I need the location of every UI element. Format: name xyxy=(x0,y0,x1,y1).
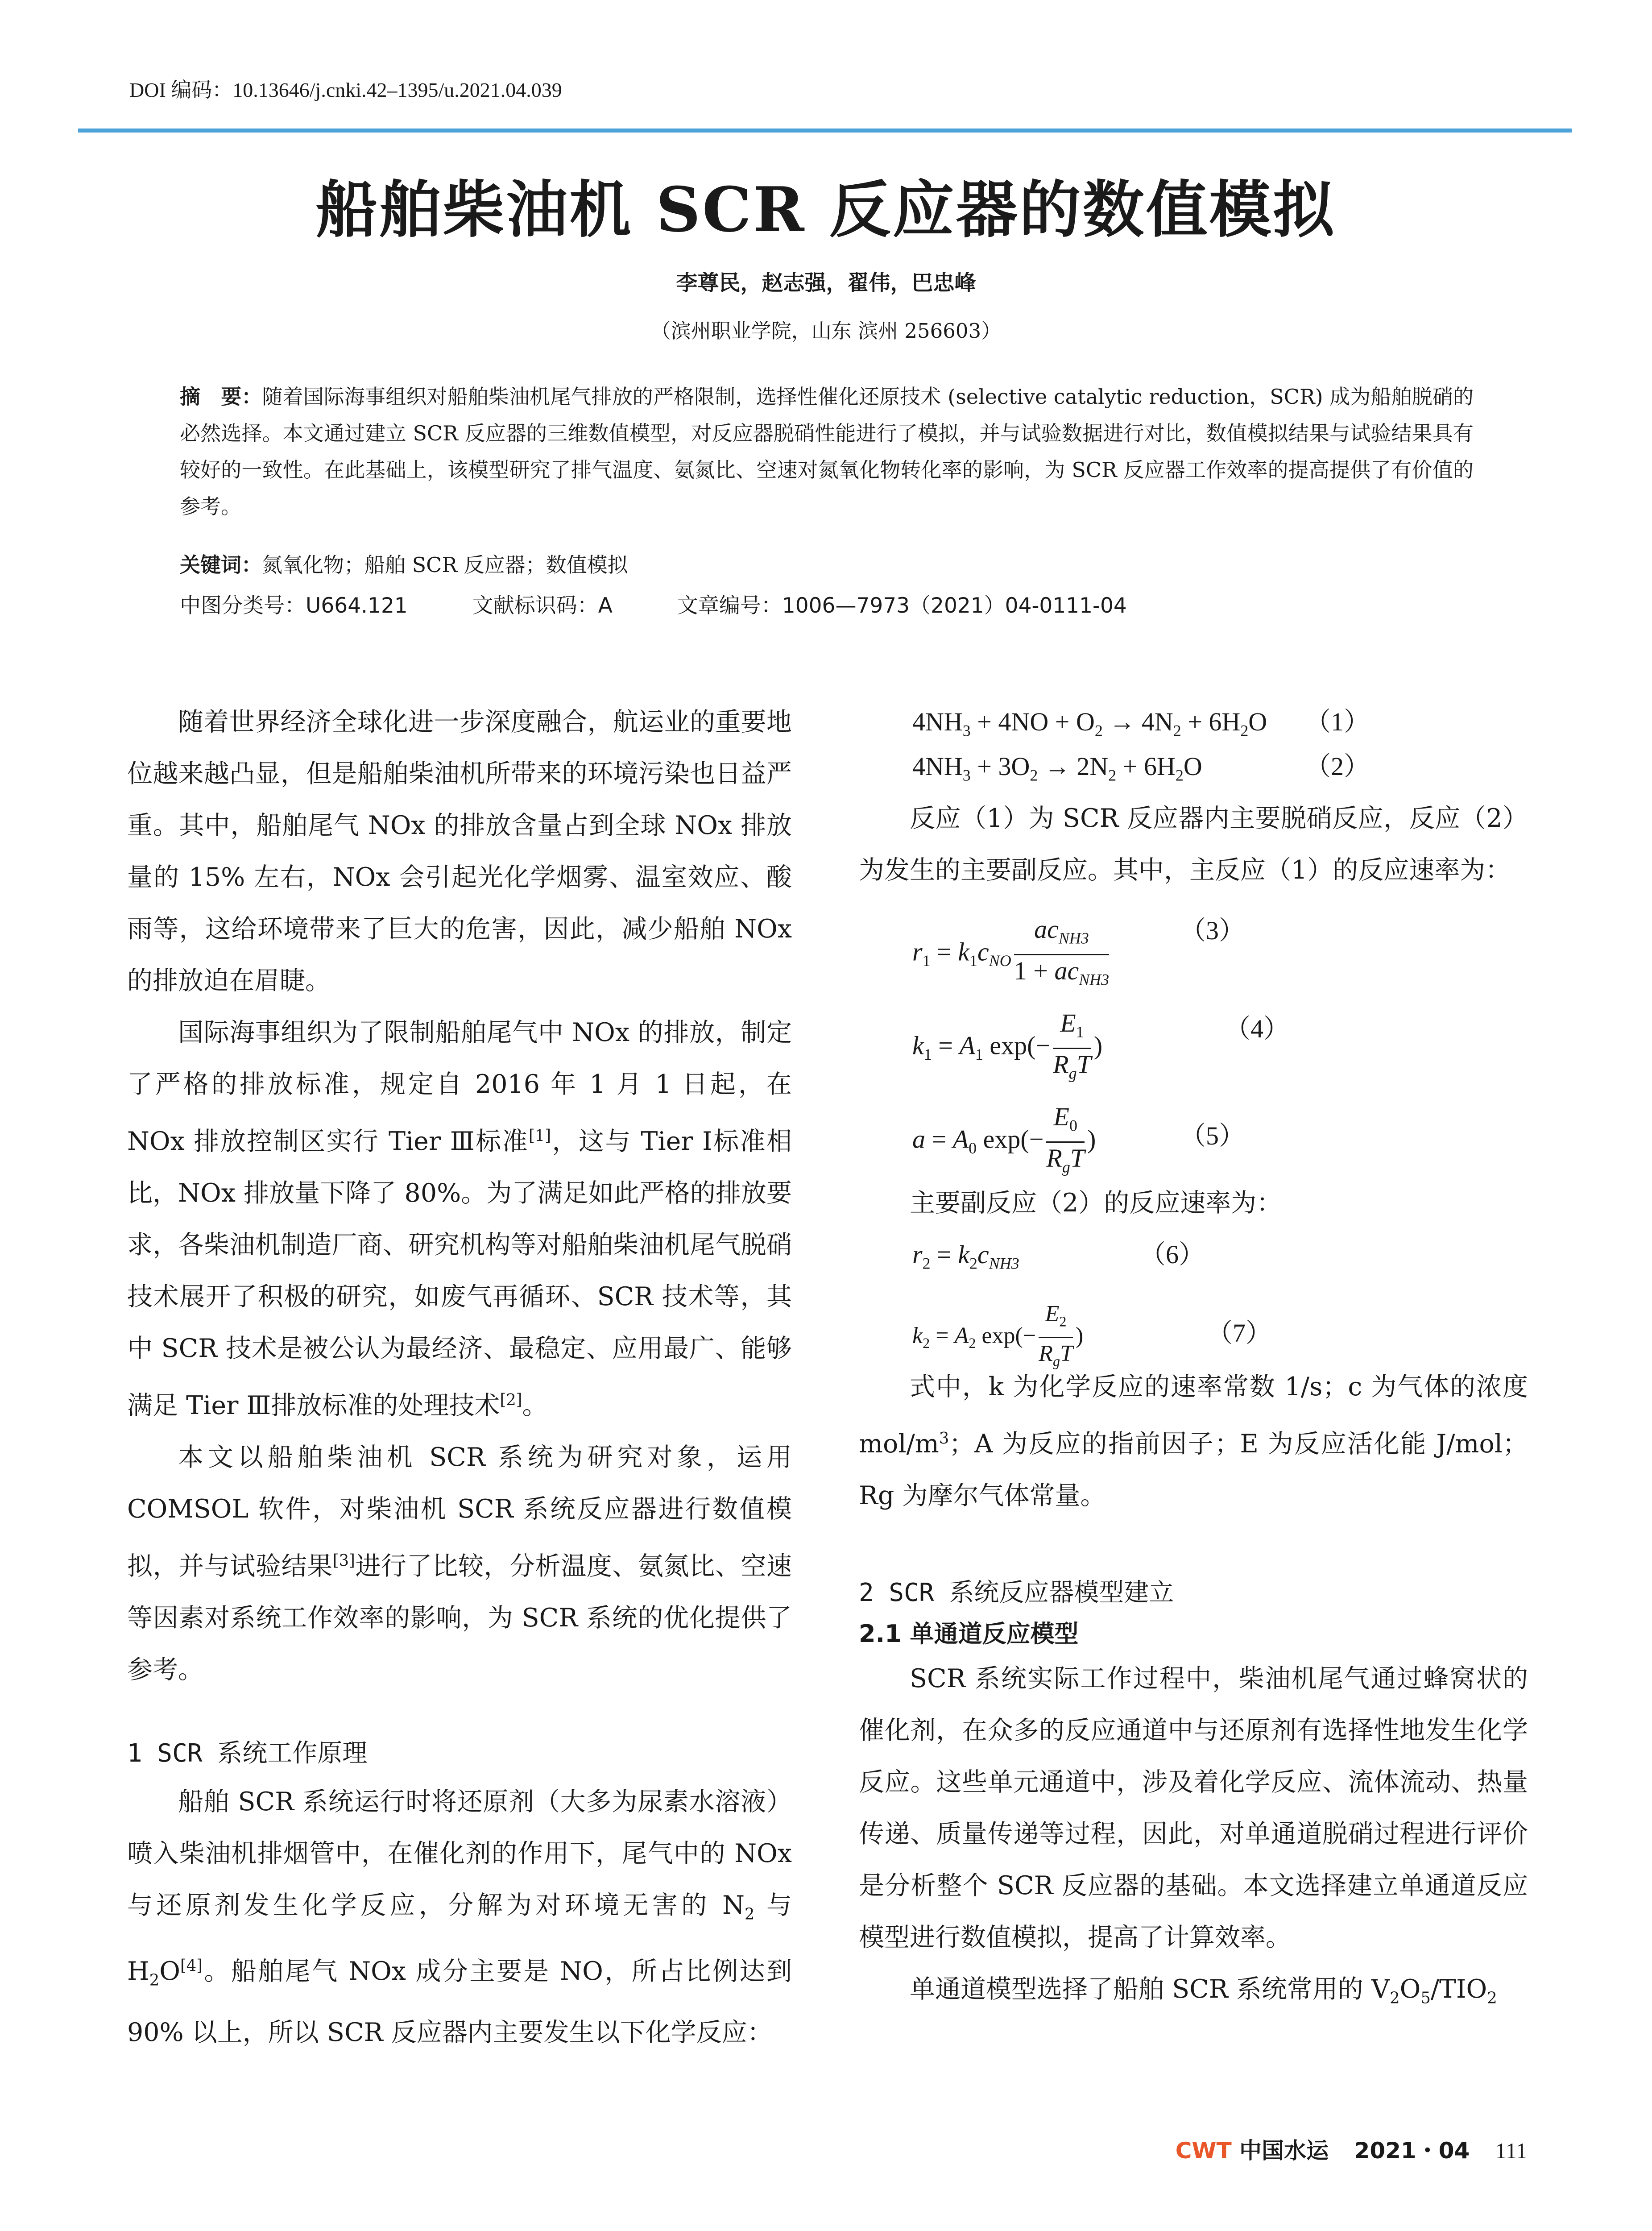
page-number: 111 xyxy=(1495,2138,1527,2163)
journal-issue: 2021・04 xyxy=(1354,2138,1470,2164)
clc-number: 中图分类号：U664.121 xyxy=(180,593,408,618)
right-column xyxy=(859,696,1528,2024)
equation-number: （1） xyxy=(1305,707,1370,736)
citation: [2] xyxy=(500,1391,522,1409)
authors: 李尊民，赵志强，翟伟，巴忠峰 xyxy=(676,270,976,295)
journal-name: 中国水运 xyxy=(1239,2138,1329,2164)
paragraph: 主要副反应（2）的反应速率为： xyxy=(910,1188,1282,1218)
abstract xyxy=(180,378,1474,525)
citation: [3] xyxy=(332,1551,355,1570)
section-heading-1: 1 SCR 系统工作原理 xyxy=(127,1739,368,1768)
keywords-text: 氮氧化物；船舶 SCR 反应器；数值模拟 xyxy=(262,553,628,577)
equation-number: （2） xyxy=(1305,752,1370,781)
equation-number: （7） xyxy=(1207,1319,1272,1348)
affiliation: （滨州职业学院，山东 滨州 256603） xyxy=(650,319,1002,343)
equation-6: $r_2 = k_2c_{NH3}$ （6） xyxy=(859,1229,1528,1281)
subsection-heading-2-1: 2.1 单通道反应模型 xyxy=(859,1620,1079,1648)
journal-logo: CWT xyxy=(1175,2138,1232,2164)
page-footer xyxy=(1176,2133,1527,2165)
doi-line: DOI 编码：10.13646/j.cnki.42–1395/u.2021.04.039 xyxy=(129,79,562,101)
paragraph: 反应（1）为 SCR 反应器内主要脱硝反应，反应（2）为发生的主要副反应。其中，主反应（1）的反应速率为： xyxy=(859,804,1528,885)
article-number: 文章编号：1006—7973（2021）04-0111-04 xyxy=(677,593,1127,618)
equation-1: $4NH_3 + 4NO + O_2 \to 4N_2 + 6H_2O$ （1） xyxy=(859,696,1528,748)
paragraph: 船舶 SCR 系统运行时将还原剂（大多为尿素水溶液）喷入柴油机排烟管中，在催化剂的作用下，尾气中的 NOx 与还原剂发生化学反应，分解为对环境无害的 $N_2$ 与 $H_2O[4]$。船舶尾气 NOx 成分主要是 NO，所占比例达到 90% 以上，所以 SCR 反应器内主要发生以下化学反应： xyxy=(127,1787,792,2047)
paragraph: 国际海事组织为了限制船舶尾气中 NOx 的排放，制定了严格的排放标准，规定自 2016 年 1 月 1 日起，在 NOx 排放控制区实行 Tier Ⅲ标准[1]，这与 Tier Ⅰ标准相比，NOx 排放量下降了 80%。为了满足如此严格的排放要求，各柴油机制造厂商、研究机构等对船舶柴油机尾气脱硝技术展开了积极的研究，如废气再循环、SCR 技术等，其中 SCR 技术是被公认为最经济、最稳定、应用最广、能够满足 Tier Ⅲ排放标准的处理技术[2]。 xyxy=(127,1018,792,1420)
equation-5: $a = A_0$ exp(− $\frac{E_0}{R_gT}$ ) （5） xyxy=(912,1102,1245,1176)
citation: [4] xyxy=(180,1957,203,1975)
equation-7: $k_2 = A_2$ exp(− $\frac{E_2}{R_gT}$ ) （7） xyxy=(859,1281,1528,1361)
abstract-label: 摘 要： xyxy=(180,385,262,409)
equation-number: （4） xyxy=(1225,1014,1290,1043)
citation: [1] xyxy=(529,1127,551,1145)
paragraph: 式中，k 为化学反应的速率常数 1/s；c 为气体的浓度 mol/$m^3$；A 为反应的指前因子；E 为反应活化能 J/mol；Rg 为摩尔气体常量。 xyxy=(859,1372,1528,1510)
classification-line xyxy=(180,589,1127,619)
abstract-text: 随着国际海事组织对船舶柴油机尾气排放的严格限制，选择性催化还原技术 (selective catalytic reduction，SCR) 成为船舶脱硝的必然选择。本文通过建立 SCR 反应器的三维数值模型，对反应器脱硝性能进行了模拟，并与试验数据进行对比，数值模拟结果与试验结果具有较好的一致性。在此基础上，该模型研究了排气温度、氨氮比、空速对氮氧化物转化率的影响，为 SCR 反应器工作效率的提高提供了有价值的参考。 xyxy=(180,385,1474,518)
keywords xyxy=(180,549,628,578)
equation-4: $k_1 = A_1$ exp(− $\frac{E_1}{R_gT}$ ) （4） xyxy=(859,990,1528,1083)
equation-number: （5） xyxy=(1180,1121,1245,1150)
header-rule xyxy=(78,129,1572,133)
left-column xyxy=(127,696,792,2058)
equation-2: $4NH_3 + 3O_2 \to 2N_2 + 6H_2O$ （2） xyxy=(859,748,1528,792)
paper-title: 船舶柴油机 SCR 反应器的数值模拟 xyxy=(316,173,1336,246)
section-heading-2: 2 SCR 系统反应器模型建立 xyxy=(859,1578,1174,1607)
paragraph: 随着世界经济全球化进一步深度融合，航运业的重要地位越来越凸显，但是船舶柴油机所带来的环境污染也日益严重。其中，船舶尾气 NOx 的排放含量占到全球 NOx 排放量的 15% 左右，NOx 会引起光化学烟雾、温室效应、酸雨等，这给环境带来了巨大的危害，因此，减少船舶 NOx 的排放迫在眉睫。 xyxy=(127,707,792,995)
paragraph: SCR 系统实际工作过程中，柴油机尾气通过蜂窝状的催化剂，在众多的反应通道中与还原剂有选择性地发生化学反应。这些单元通道中，涉及着化学反应、流体流动、热量传递、质量传递等过程，因此，对单通道脱硝过程进行评价是分析整个 SCR 反应器的基础。本文选择建立单通道反应模型进行数值模拟，提高了计算效率。 xyxy=(859,1664,1528,1952)
document-code: 文献标识码：A xyxy=(472,593,613,618)
paragraph: 单通道模型选择了船舶 SCR 系统常用的 $V_2O_5/TIO_2$ xyxy=(910,1974,1497,2007)
equation-3: $r_1 = k_1c_{NO}$ $\frac{ac_{NH3}}{1 + ac_{NH3}}$ （3） xyxy=(859,896,1528,990)
equation-number: （3） xyxy=(1180,916,1245,945)
equation-number: （6） xyxy=(1140,1240,1205,1269)
keywords-label: 关键词： xyxy=(180,553,262,577)
paragraph: 本文以船舶柴油机 SCR 系统为研究对象，运用 COMSOL 软件，对柴油机 SCR 系统反应器进行数值模拟，并与试验结果[3]进行了比较，分析温度、氨氮比、空速等因素对系统工作效率的影响，为 SCR 系统的优化提供了参考。 xyxy=(127,1443,792,1684)
